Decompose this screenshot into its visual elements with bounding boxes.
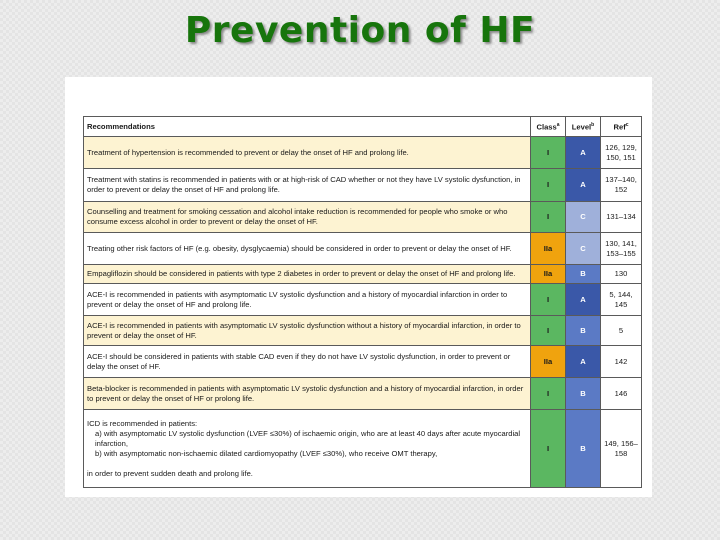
level-cell: A [566, 137, 601, 169]
level-cell: B [566, 378, 601, 410]
table-row [84, 202, 642, 233]
icd-intro: ICD is recommended in patients: [87, 418, 198, 428]
table-row [84, 316, 642, 346]
table-header-row [84, 117, 642, 137]
table-row [84, 137, 642, 169]
class-cell: I [531, 284, 566, 316]
recommendation-text: Empagliflozin should be considered in patients with type 2 diabetes in order to prevent or delay the onset of HF and prolong life. [84, 265, 531, 284]
class-cell: IIa [531, 265, 566, 284]
table-row [84, 169, 642, 202]
class-cell: IIa [531, 233, 566, 265]
recommendation-text-icd [84, 410, 531, 488]
class-cell: I [531, 410, 566, 488]
header-ref: Ref$^c$ [601, 117, 642, 137]
level-cell: B [566, 265, 601, 284]
level-cell: A [566, 284, 601, 316]
ref-cell: 130, 141, 153–155 [601, 233, 642, 265]
table-row [84, 233, 642, 265]
ref-cell: 146 [601, 378, 642, 410]
ref-cell: 142 [601, 346, 642, 378]
ref-cell: 5 [601, 316, 642, 346]
ref-cell: 126, 129, 150, 151 [601, 137, 642, 169]
recommendation-text: ACE-I should be considered in patients with stable CAD even if they do not have LV systolic dysfunction, in order to prevent or delay the onset of HF. [84, 346, 531, 378]
icd-item-b: b) with asymptomatic non-ischaemic dilated cardiomyopathy (LVEF ≤30%), who receive OMT therapy, [95, 448, 438, 458]
recommendations-table [83, 116, 642, 488]
recommendation-text: Treating other risk factors of HF (e.g. obesity, dysglycaemia) should be considered in order to prevent or delay the onset of HF. [84, 233, 531, 265]
slide-title: Prevention of HF [184, 10, 536, 51]
level-cell: A [566, 169, 601, 202]
table-row [84, 265, 642, 284]
icd-outro: in order to prevent sudden death and prolong life. [87, 468, 253, 478]
table-row [84, 284, 642, 316]
class-cell: IIa [531, 346, 566, 378]
header-recommendations: Recommendations [84, 117, 531, 137]
table-row [84, 410, 642, 488]
recommendation-text: ACE-I is recommended in patients with asymptomatic LV systolic dysfunction without a history of myocardial infarction, in order to prevent or delay the onset of HF. [84, 316, 531, 346]
level-cell: C [566, 202, 601, 233]
table-row [84, 378, 642, 410]
table-panel [65, 77, 652, 497]
ref-cell: 5, 144, 145 [601, 284, 642, 316]
recommendation-text: ACE-I is recommended in patients with asymptomatic LV systolic dysfunction and a history of myocardial infarction in order to prevent or delay the onset of HF and prolong life. [84, 284, 531, 316]
recommendation-text: Counselling and treatment for smoking cessation and alcohol intake reduction is recommended for people who smoke or who consume excess alcohol in order to prevent or delay the onset of HF. [84, 202, 531, 233]
ref-cell: 149, 156–158 [601, 410, 642, 488]
icd-item-a: a) with asymptomatic LV systolic dysfunction (LVEF ≤30%) of ischaemic origin, who are at least 40 days after acute myocardial infarction, [95, 428, 521, 448]
class-cell: I [531, 316, 566, 346]
level-cell: A [566, 346, 601, 378]
header-level: Level$^b$ [566, 117, 601, 137]
level-cell: C [566, 233, 601, 265]
table-row [84, 346, 642, 378]
level-cell: B [566, 410, 601, 488]
ref-cell: 130 [601, 265, 642, 284]
class-cell: I [531, 137, 566, 169]
ref-cell: 131–134 [601, 202, 642, 233]
recommendation-text: Beta-blocker is recommended in patients with asymptomatic LV systolic dysfunction and a history of myocardial infarction, in order to prevent or delay the onset of HF or prolong life. [84, 378, 531, 410]
class-cell: I [531, 169, 566, 202]
class-cell: I [531, 202, 566, 233]
level-cell: B [566, 316, 601, 346]
recommendation-text: Treatment of hypertension is recommended to prevent or delay the onset of HF and prolong life. [84, 137, 531, 169]
ref-cell: 137–140, 152 [601, 169, 642, 202]
recommendation-text: Treatment with statins is recommended in patients with or at high-risk of CAD whether or not they have LV systolic dysfunction, in order to prevent or delay the onset of HF and prolong life. [84, 169, 531, 202]
header-class: Class$^a$ [531, 117, 566, 137]
class-cell: I [531, 378, 566, 410]
